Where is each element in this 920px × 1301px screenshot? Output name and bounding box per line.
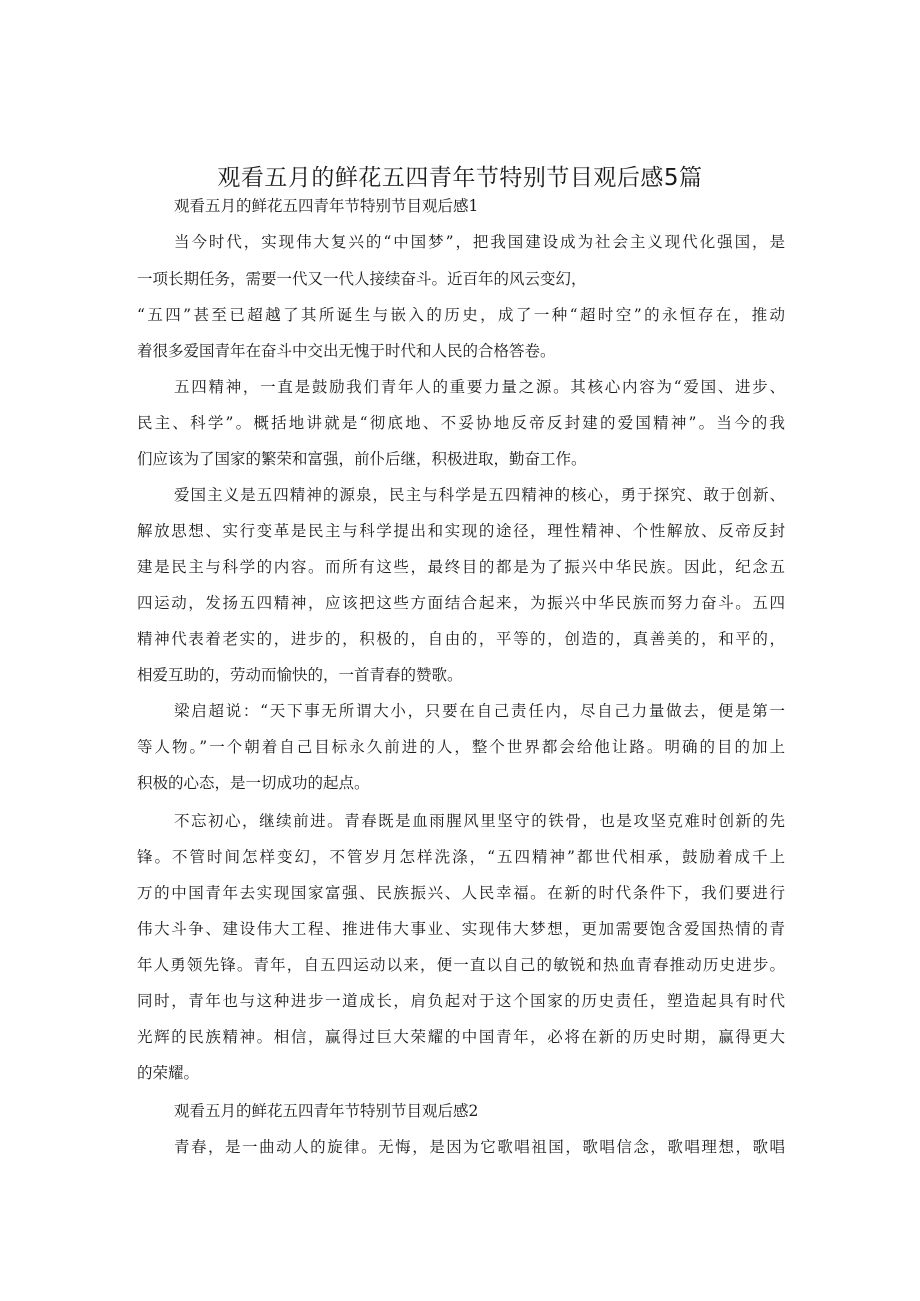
paragraph-line: 们应该为了国家的繁荣和富强，前仆后继，积极进取，勤奋工作。 (137, 450, 587, 468)
paragraph-line: 万的中国青年去实现国家富强、民族振兴、人民幸福。在新的时代条件下，我们要进行 (137, 884, 785, 902)
document-title: 观看五月的鲜花五四青年节特别节目观后感5篇 (217, 165, 703, 192)
paragraph-line: 伟大斗争、建设伟大工程、推进伟大事业、实现伟大梦想，更加需要饱含爱国热情的青 (137, 920, 785, 938)
paragraph-line: 梁启超说：“天下事无所谓大小，只要在自己责任内，尽自己力量做去，便是第一 (174, 702, 785, 720)
paragraph-line: 等人物。”一个朝着自己目标永久前进的人，整个世界都会给他让路。明确的目的加上 (137, 738, 785, 756)
paragraph-line: 民主、科学”。概括地讲就是“彻底地、不妥协地反帝反封建的爱国精神”。当今的我 (137, 414, 785, 432)
paragraph-line: 解放思想、实行变革是民主与科学提出和实现的途径，理性精神、个性解放、反帝反封 (137, 522, 785, 540)
paragraph-line: 精神代表着老实的，进步的，积极的，自由的，平等的，创造的，真善美的，和平的， (137, 630, 785, 648)
paragraph-line: 一项长期任务，需要一代又一代人接续奋斗。近百年的风云变幻， (137, 270, 587, 288)
paragraph-line: 着很多爱国青年在奋斗中交出无愧于时代和人民的合格答卷。 (137, 342, 556, 360)
paragraph-line: 同时，青年也与这种进步一道成长，肩负起对于这个国家的历史责任，塑造起具有时代 (137, 992, 785, 1010)
paragraph-line: 的荣耀。 (137, 1064, 200, 1082)
paragraph-line: 五四精神，一直是鼓励我们青年人的重要力量之源。其核心内容为“爱国、进步、 (174, 378, 785, 396)
section-heading: 观看五月的鲜花五四青年节特别节目观后感1 (174, 197, 479, 215)
paragraph-line: 四运动，发扬五四精神，应该把这些方面结合起来，为振兴中华民族而努力奋斗。五四 (137, 594, 785, 612)
paragraph-line: 年人勇领先锋。青年，自五四运动以来，便一直以自己的敏锐和热血青春推动历史进步。 (137, 956, 785, 974)
paragraph-line: 青春，是一曲动人的旋律。无悔，是因为它歌唱祖国，歌唱信念，歌唱理想，歌唱 (174, 1138, 785, 1156)
paragraph-line: 不忘初心，继续前进。青春既是血雨腥风里坚守的铁骨，也是攻坚克难时创新的先 (174, 812, 785, 830)
paragraph-line: “五四”甚至已超越了其所诞生与嵌入的历史，成了一种“超时空”的永恒存在，推动 (137, 306, 785, 324)
paragraph-line: 建是民主与科学的内容。而所有这些，最终目的都是为了振兴中华民族。因此，纪念五 (137, 558, 785, 576)
paragraph-line: 相爱互助的，劳动而愉快的，一首青春的赞歌。 (137, 666, 463, 684)
paragraph-line: 积极的心态，是一切成功的起点。 (137, 774, 370, 792)
section-heading: 观看五月的鲜花五四青年节特别节目观后感2 (174, 1102, 479, 1120)
paragraph-line: 爱国主义是五四精神的源泉，民主与科学是五四精神的核心，勇于探究、敢于创新、 (174, 486, 785, 504)
paragraph-line: 光辉的民族精神。相信，赢得过巨大荣耀的中国青年，必将在新的历史时期，赢得更大 (137, 1028, 785, 1046)
paragraph-line: 当今时代，实现伟大复兴的“中国梦”，把我国建设成为社会主义现代化强国，是 (174, 233, 785, 251)
paragraph-line: 锋。不管时间怎样变幻，不管岁月怎样洗涤，“五四精神”都世代相承，鼓励着成千上 (137, 848, 785, 866)
